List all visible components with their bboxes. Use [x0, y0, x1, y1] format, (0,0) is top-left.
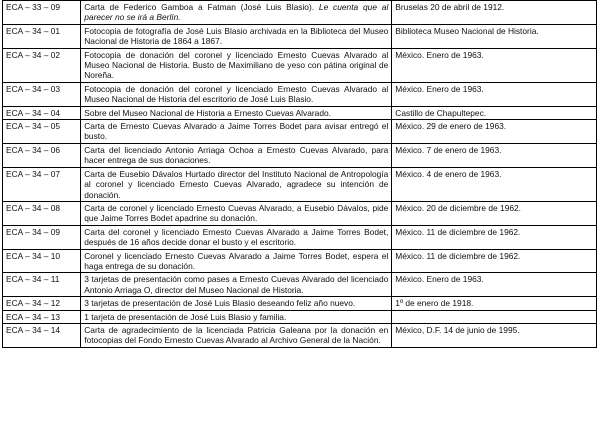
record-description-text: Carta de Ernesto Cuevas Alvarado a Jaime Torres Bodet para avisar entregó el busto.	[84, 121, 389, 142]
record-description-text: Carta de Eusebio Dávalos Hurtado director del Instituto Nacional de Antropología al coronel y licenciado Ernesto Cuevas Alvarado, agradece su intención de donación.	[84, 168, 389, 200]
record-code: ECA – 34 – 11	[3, 273, 81, 297]
record-description-text: Carta del coronel y licenciado Ernesto Cuevas Alvarado a Jaime Torres Bodet, después de 16 años decide donar el busto y el escritorio.	[84, 226, 389, 248]
record-place-date: México. 11 de diciembre de 1962.	[392, 225, 597, 249]
record-description	[81, 120, 392, 144]
table-row	[3, 310, 597, 323]
record-description	[81, 48, 392, 82]
record-code: ECA – 34 – 07	[3, 167, 81, 201]
record-description-text: Coronel y licenciado Ernesto Cuevas Alvarado a Jaime Torres Bodet, espera el haga entrega de su donación.	[84, 250, 389, 271]
table-row	[3, 323, 597, 347]
record-code: ECA – 34 – 06	[3, 143, 81, 167]
record-description-text: 1 tarjeta de presentación de José Luis Blasio y familia.	[84, 311, 287, 322]
record-description-text: Fotocopia de fotografía de José Luis Blasio archivada en la Biblioteca del Museo Nacional de Historia de 1864 a 1867.	[84, 25, 389, 47]
record-description	[81, 310, 392, 323]
record-code: ECA – 34 – 10	[3, 249, 81, 273]
record-description	[81, 167, 392, 201]
record-place-date: México. Enero de 1963.	[392, 82, 597, 106]
catalog-table	[2, 0, 597, 348]
record-place-date: México, D.F. 14 de junio de 1995.	[392, 323, 597, 347]
record-place-date: México. 20 de diciembre de 1962.	[392, 201, 597, 225]
record-description-italic: Le cuenta que al parecer no se irá a Berlín.	[84, 2, 389, 23]
record-place-date: México. Enero de 1963.	[392, 48, 597, 82]
record-description-text: 3 tarjetas de presentación como pases a Ernesto Cuevas Alvarado del licenciado Antonio Arriaga O, director del Museo Nacional de Historia.	[84, 274, 389, 295]
record-place-date: México. Enero de 1963.	[392, 273, 597, 297]
record-description-text: Carta de coronel y licenciado Ernesto Cuevas Alvarado, a Eusebio Dávalos, pide que Jaime Torres Bodet apadrine su donación.	[84, 202, 389, 224]
record-description-text: Fotocopia de donación del coronel y licenciado Ernesto Cuevas Alvarado al Museo Nacional de Historia del escritorio de José Luis Blasio.	[84, 83, 389, 105]
record-description	[81, 273, 392, 297]
table-row	[3, 120, 597, 144]
record-code: ECA – 34 – 09	[3, 225, 81, 249]
table-row	[3, 48, 597, 82]
table-row	[3, 225, 597, 249]
record-description-text: Carta de Federico Gamboa a Fatman (José Luis Blasio).	[84, 2, 315, 12]
record-description	[81, 1, 392, 25]
table-row	[3, 82, 597, 106]
table-row	[3, 249, 597, 273]
record-place-date: 1º de enero de 1918.	[392, 297, 597, 310]
record-description-text: Fotocopia de donación del coronel y licenciado Ernesto Cuevas Alvarado al Museo Nacional de Historia. Busto de Maximiliano de yeso con pátina original de Noreña.	[84, 49, 389, 81]
record-description	[81, 143, 392, 167]
record-code: ECA – 34 – 01	[3, 24, 81, 48]
record-description	[81, 225, 392, 249]
table-row	[3, 167, 597, 201]
record-description-text: Sobre del Museo Nacional de Historia a Ernesto Cuevas Alvarado.	[84, 107, 331, 118]
table-row	[3, 1, 597, 25]
record-place-date: México. 11 de diciembre de 1962.	[392, 249, 597, 273]
record-description-text: 3 tarjetas de presentación de José Luis Blasio deseando feliz año nuevo.	[84, 298, 356, 309]
record-code: ECA – 34 – 02	[3, 48, 81, 82]
record-place-date: México. 29 de enero de 1963.	[392, 120, 597, 144]
record-place-date: Biblioteca Museo Nacional de Historia.	[392, 24, 597, 48]
record-description-text: Carta de agradecimiento de la licenciada Patricia Galeana por la donación en fotocopias del Fondo Ernesto Cuevas Alvarado al Archivo General de la Nación.	[84, 324, 389, 346]
catalog-table-body	[3, 1, 597, 348]
record-place-date	[392, 310, 597, 323]
record-description	[81, 323, 392, 347]
catalog-document	[2, 0, 597, 348]
record-description	[81, 82, 392, 106]
table-row	[3, 273, 597, 297]
record-description	[81, 297, 392, 310]
record-description	[81, 249, 392, 273]
record-description-text: Carta del licenciado Antonio Arriaga Ochoa a Ernesto Cuevas Alvarado, para hacer entrega de sus donaciones.	[84, 144, 389, 166]
table-row	[3, 201, 597, 225]
table-row	[3, 143, 597, 167]
record-code: ECA – 34 – 08	[3, 201, 81, 225]
record-place-date: Castillo de Chapultepec.	[392, 106, 597, 119]
record-place-date: México. 4 de enero de 1963.	[392, 167, 597, 201]
table-row	[3, 24, 597, 48]
record-code: ECA – 34 – 13	[3, 310, 81, 323]
record-code: ECA – 34 – 12	[3, 297, 81, 310]
record-code: ECA – 33 – 09	[3, 1, 81, 25]
record-code: ECA – 34 – 04	[3, 106, 81, 119]
record-description	[81, 201, 392, 225]
record-place-date: México. 7 de enero de 1963.	[392, 143, 597, 167]
record-place-date: Bruselas 20 de abril de 1912.	[392, 1, 597, 25]
table-row	[3, 106, 597, 119]
record-description	[81, 106, 392, 119]
table-row	[3, 297, 597, 310]
record-code: ECA – 34 – 03	[3, 82, 81, 106]
record-description	[81, 24, 392, 48]
record-code: ECA – 34 – 05	[3, 120, 81, 144]
record-code: ECA – 34 – 14	[3, 323, 81, 347]
